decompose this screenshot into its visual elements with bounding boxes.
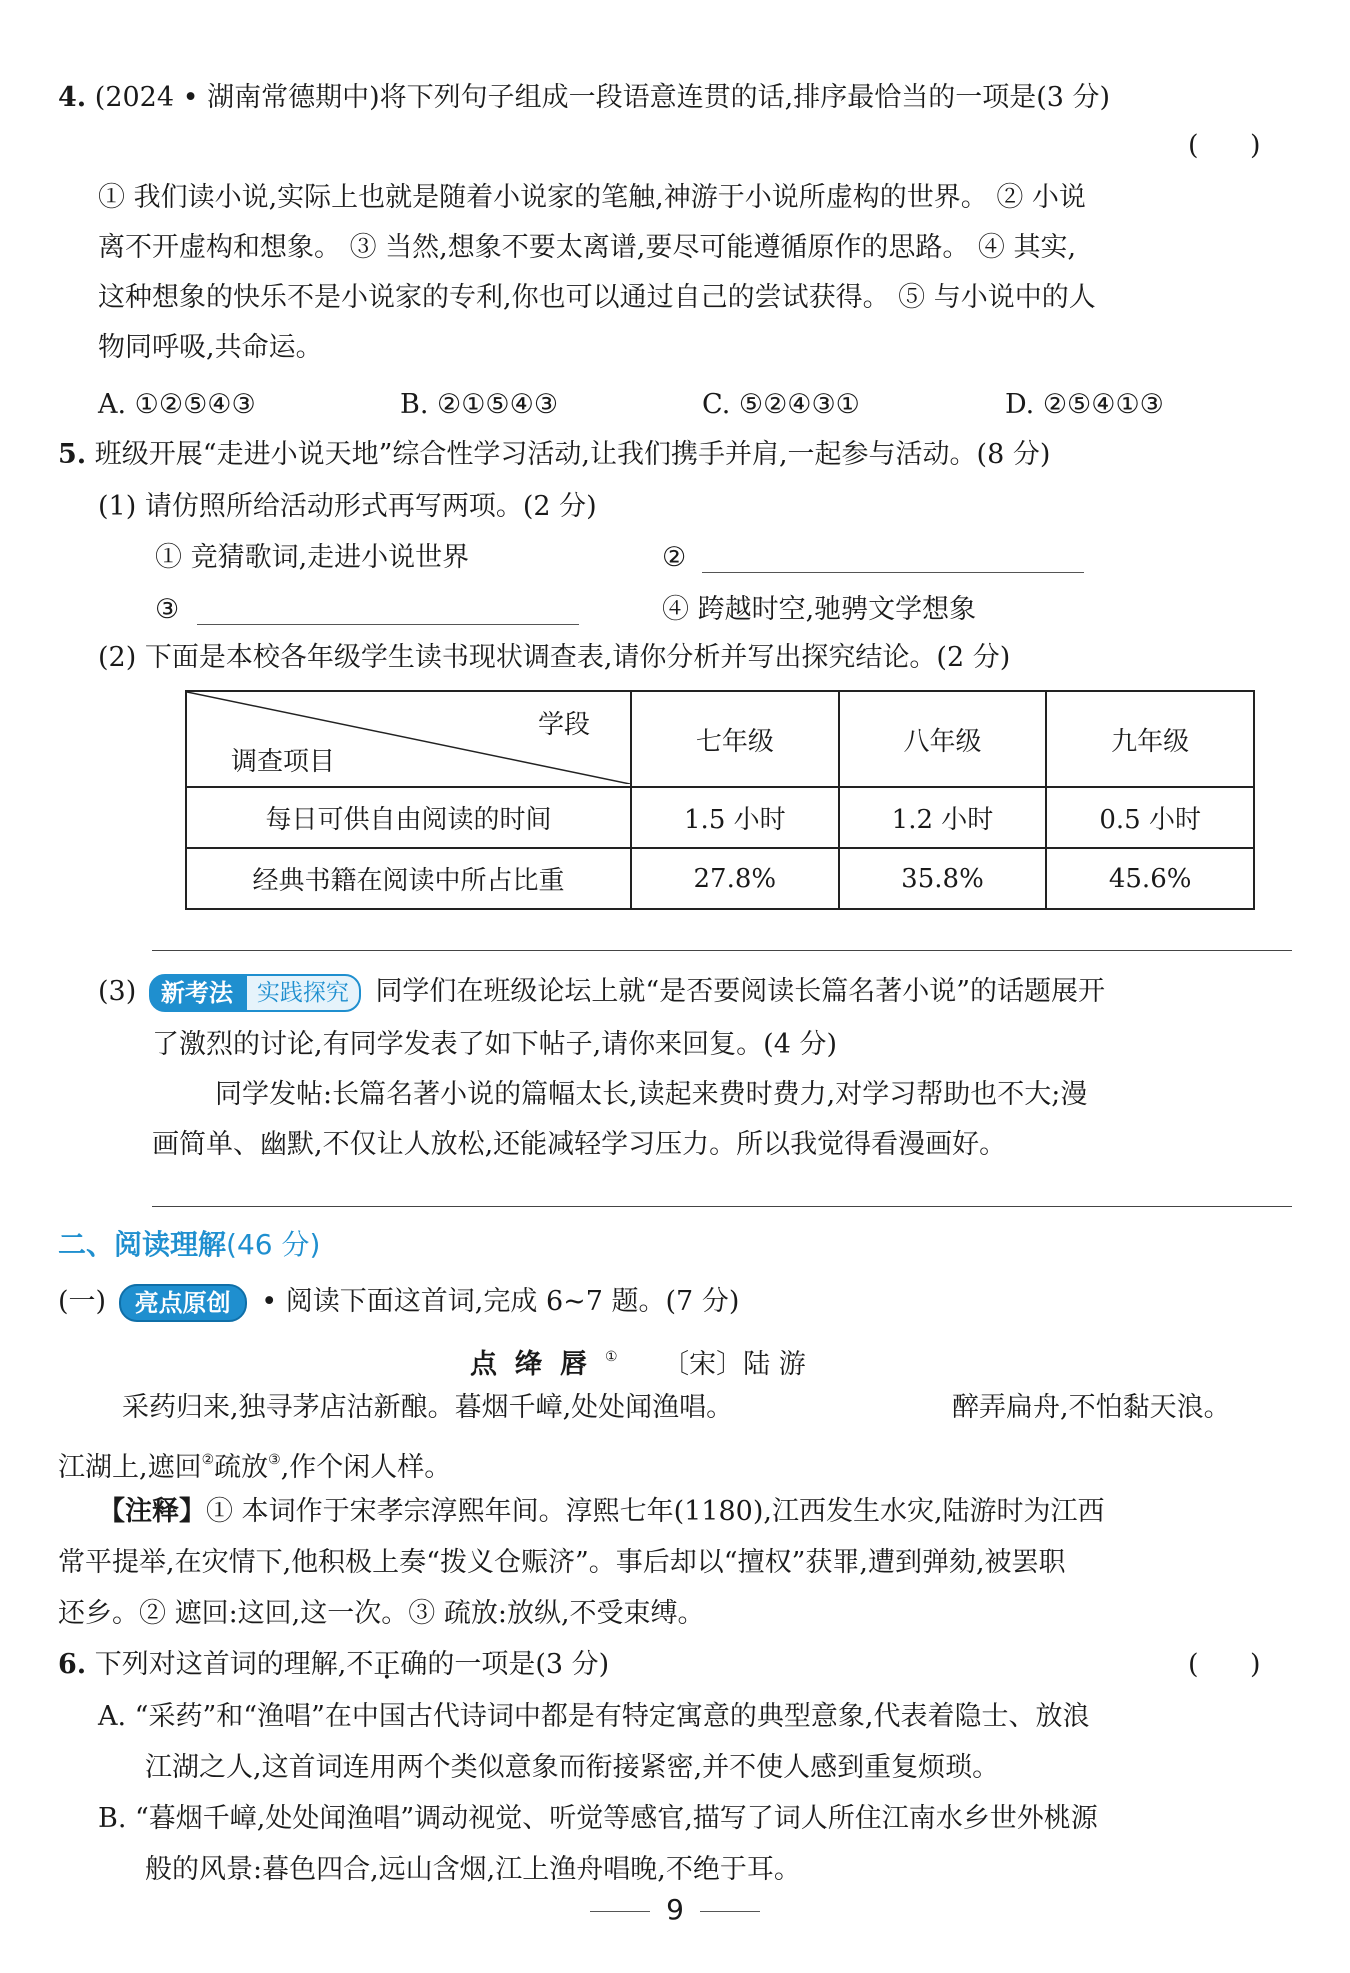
table-cell: 45.6% [1046,848,1254,909]
table-cell: 27.8% [631,848,839,909]
q5-part1-item3-label: ③ [155,594,180,625]
part1-stem-line [58,1280,739,1324]
q4-text-line-1: ① 我们读小说,实际上也就是随着小说家的笔触,神游于小说所虚构的世界。 ② 小说 [98,182,1086,213]
q5-part1-stem: (1) 请仿照所给活动形式再写两项。(2 分) [98,491,597,522]
poem-author: 〔宋〕陆 游 [662,1349,806,1380]
q6-answer-paren[interactable]: ( ) [1188,1649,1261,1680]
poem-line-1a: 采药归来,独寻茅店沽新酿。暮烟千嶂,处处闻渔唱。 [122,1392,734,1423]
note-line-3: 还乡。② 遮回:这回,这一次。③ 疏放:放纵,不受束缚。 [58,1598,705,1629]
q4-text-line-4: 物同呼吸,共命运。 [98,332,323,363]
table-col-header: 八年级 [839,691,1047,787]
section-title: 二、阅读理解 [58,1228,227,1261]
q4-text-line-2: 离不开虚构和想象。 ③ 当然,想象不要太离谱,要尽可能遵循原作的思路。 ④ 其实, [98,232,1077,263]
q5-part3-number: (3) [98,976,137,1007]
q5-stem-line [58,435,1050,475]
note-line-2: 常平提举,在灾情下,他积极上奏“拨义仓赈济”。事后却以“擅权”获罪,遭到弹劾,被罢职 [58,1547,1066,1578]
note-line-1: 【注释】① 本词作于宋孝宗淳熙年间。淳熙七年(1180),江西发生水灾,陆游时为江西 [98,1496,1105,1527]
q4-text-line-3: 这种想象的快乐不是小说家的专利,你也可以通过自己的尝试获得。 ⑤ 与小说中的人 [98,282,1096,313]
poem-title: 点绛唇 [470,1349,605,1380]
page-number-footer [0,1893,1350,1926]
table-row-label: 每日可供自由阅读的时间 [186,787,631,848]
q5-part3-stem-a: 同学们在班级论坛上就“是否要阅读长篇名著小说”的话题展开 [375,976,1106,1007]
table-col-header: 七年级 [631,691,839,787]
table-cell: 1.2 小时 [839,787,1047,848]
table-col-header: 九年级 [1046,691,1254,787]
table-row-label: 经典书籍在阅读中所占比重 [186,848,631,909]
note-label: 【注释】 [98,1496,206,1527]
poem-note-ref: ① [605,1349,618,1365]
table-cell: 1.5 小时 [631,787,839,848]
q6-number: 6. [58,1649,87,1680]
q6-option-a-line1[interactable]: A. “采药”和“渔唱”在中国古代诗词中都是有特定寓意的典型意象,代表着隐士、放浪 [98,1701,1090,1732]
q4-number: 4. [58,82,87,113]
table-cell: 0.5 小时 [1046,787,1254,848]
page-number: 9 [666,1893,684,1926]
q5-part3-answer-line[interactable] [152,1206,1292,1207]
q5-part1-item3-blank[interactable] [197,624,579,625]
q5-number: 5. [58,439,87,470]
footer-rule-left [590,1911,650,1912]
q5-part2-answer-line[interactable] [152,950,1292,951]
q5-part3-stem-b: 了激烈的讨论,有同学发表了如下帖子,请你来回复。(4 分) [152,1029,837,1060]
part1-number: (一) [58,1286,107,1317]
poem-heading [470,1337,806,1385]
q6-option-a-line2: 江湖之人,这首词连用两个类似意象而衔接紧密,并不使人感到重复烦琐。 [145,1752,1000,1783]
section-heading [58,1225,320,1265]
table-row [186,848,1254,909]
q5-stem: 班级开展“走进小说天地”综合性学习活动,让我们携手并肩,一起参与活动。(8 分) [94,439,1051,470]
q4-option-c[interactable]: C. ⑤②④③① [702,389,860,420]
part1-bullet: • [261,1286,278,1317]
q5-part1-item4: ④ 跨越时空,驰骋文学想象 [662,594,977,625]
q5-part3-post-b: 画简单、幽默,不仅让人放松,还能减轻学习压力。所以我觉得看漫画好。 [152,1129,1007,1160]
poem-line-2: 江湖上,遮回②疏放③,作个闲人样。 [58,1452,452,1483]
table-cell: 35.8% [839,848,1047,909]
footer-rule-right [700,1911,760,1912]
q5-part1-item2-blank[interactable] [702,572,1084,573]
q6-option-b-line2: 般的风景:暮色四合,远山含烟,江上渔舟唱晚,不绝于耳。 [145,1854,801,1885]
table-corner-cell [186,691,631,787]
q5-part3-post-a: 同学发帖:长篇名著小说的篇幅太长,读起来费时费力,对学习帮助也不大;漫 [215,1079,1088,1110]
q4-option-a[interactable]: A. ①②⑤④③ [98,389,256,420]
q5-part3-stem-line [98,970,1105,1014]
q6-emphasis: 不正确 [346,1649,428,1680]
new-method-tag: 新考法 实践探究 [149,975,361,1011]
q4-stem-line [58,78,1110,118]
q6-option-b-line1[interactable]: B. “暮烟千嶂,处处闻渔唱”调动视觉、听觉等感官,描写了词人所住江南水乡世外桃源 [98,1803,1098,1834]
table-corner-top: 学段 [537,710,590,740]
q5-part1-item2-label: ② [662,542,687,573]
part1-stem: 阅读下面这首词,完成 6~7 题。(7 分) [285,1286,740,1317]
q4-option-b[interactable]: B. ②①⑤④③ [400,389,559,420]
q6-stem-line: 6. 下列对这首词的理解,不正确的一项是(3 分) [58,1649,610,1680]
q4-answer-paren[interactable]: ( ) [1188,130,1261,161]
q5-part2-stem: (2) 下面是本校各年级学生读书现状调查表,请你分析并写出探究结论。(2 分) [98,642,1011,673]
q5-part1-item1: ① 竞猜歌词,走进小说世界 [155,542,470,573]
poem-line-1b: 醉弄扁舟,不怕黏天浪。 [952,1392,1231,1423]
q4-option-d[interactable]: D. ②⑤④①③ [1005,389,1164,420]
survey-table [185,690,1255,910]
q4-stem: (2024 • 湖南常德期中)将下列句子组成一段语意连贯的话,排序最恰当的一项是(3 分) [94,82,1111,113]
table-row [186,787,1254,848]
section-score: (46 分) [226,1228,321,1261]
table-corner-bottom: 调查项目 [231,747,336,777]
original-tag: 亮点原创 [119,1285,247,1321]
